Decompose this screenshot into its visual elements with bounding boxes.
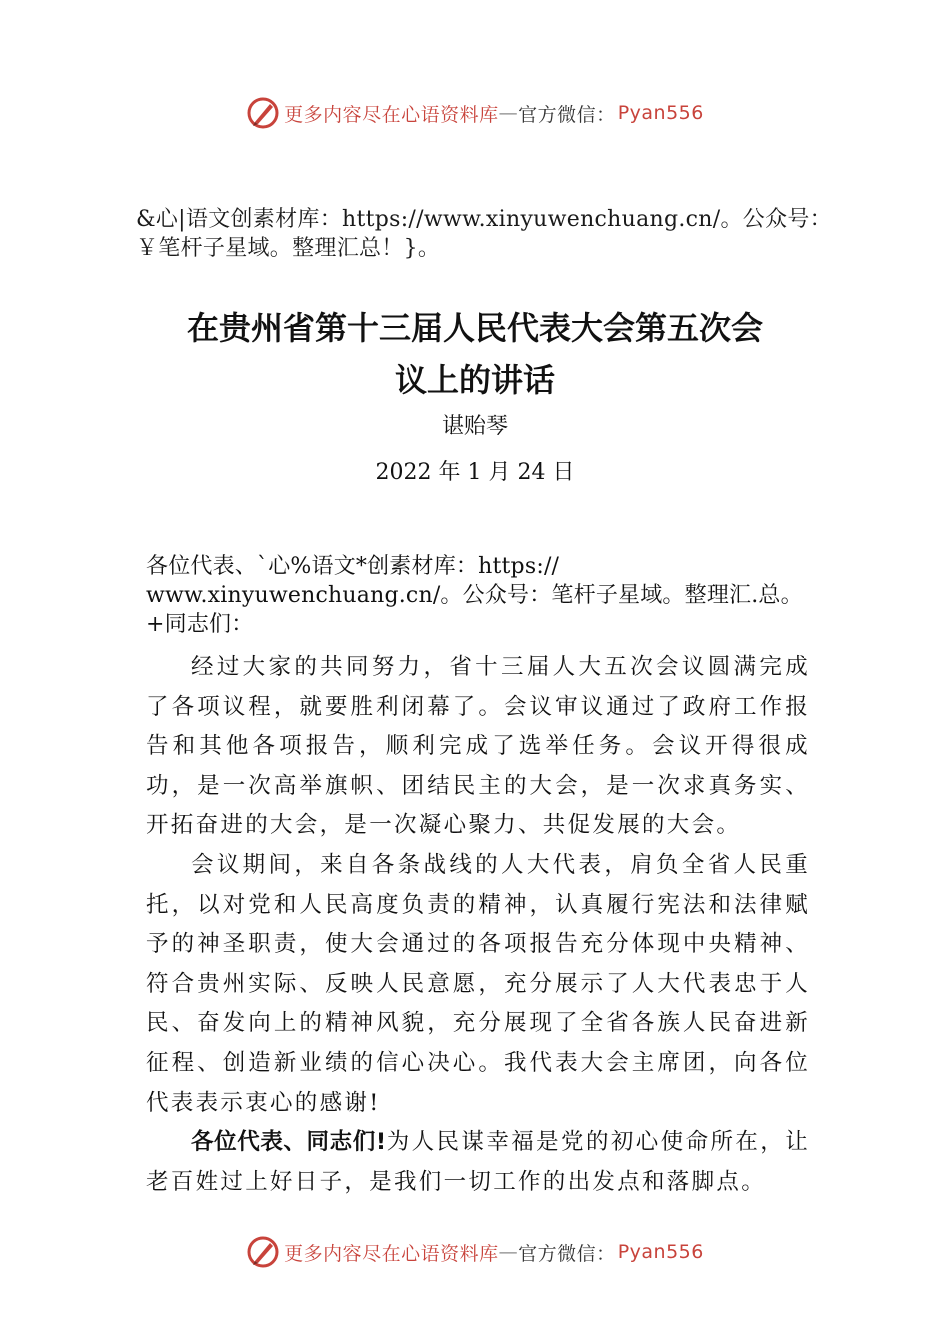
title-line-1: 在贵州省第十三届人民代表大会第五次会 — [186, 309, 763, 347]
paragraph-1: 经过大家的共同努力，省十三届人大五次会议圆满完成了各项议程，就要胜利闭幕了。会议审议通过了政府工作报告和其他各项报告，顺利完成了选举任务。会议开得很成功，是一次高举旗帜、团结民主的大会，是一次求真务实、开拓奋进的大会，是一次凝心聚力、共促发展的大会。 — [146, 654, 810, 839]
banner-dash: — — [498, 102, 519, 124]
banner-wechat-id: Pyan556 — [617, 1241, 704, 1263]
salutation — [146, 552, 846, 639]
banner-wechat-label: 官方微信： — [518, 1242, 616, 1265]
document-body — [146, 648, 810, 1202]
watermark-banner-bottom — [0, 1232, 950, 1272]
paragraph-3-rest: 为人民谋幸福是党的初心使命所在，让老百姓过上好日子，是我们一切工作的出发点和落脚点。 — [146, 1129, 810, 1195]
banner-brand-text: 更多内容尽在心语资料库 — [284, 1242, 499, 1265]
banner-dash: — — [498, 1241, 519, 1263]
salutation-line-1: 各位代表、`心%语文*创素材库：https:// — [146, 554, 560, 579]
document-date: 2022 年 1 月 24 日 — [375, 460, 575, 485]
document-title — [0, 302, 950, 406]
header-note: &心|语文创素材库：https://www.xinyuwenchuang.cn/。公众号：￥笔杆子星域。整理汇总！}。 — [136, 207, 832, 261]
paragraph-2: 会议期间，来自各条战线的人大代表，肩负全省人民重托，以对党和人民高度负责的精神，认真履行宪法和法律赋予的神圣职责，使大会通过的各项报告充分体现中央精神、符合贵州实际、反映人民意愿，充分展示了人大代表忠于人民、奋发向上的精神风貌，充分展现了全省各族人民奋进新征程、创造新业绩的信心决心。我代表大会主席团，向各位代表表示衷心的感谢! — [146, 851, 810, 1116]
salutation-line-2: www.xinyuwenchuang.cn/。公众号：笔杆子星域。整理汇.总。 — [146, 583, 803, 608]
pen-logo-icon — [246, 1235, 280, 1269]
salutation-line-3: +同志们： — [146, 612, 254, 637]
pen-logo-icon — [246, 96, 280, 130]
banner-wechat-id: Pyan556 — [617, 102, 704, 124]
paragraph-3-lead: 各位代表、同志们! — [191, 1129, 387, 1156]
paragraph-3 — [146, 1123, 810, 1202]
author-name: 谌贻琴 — [441, 414, 508, 439]
banner-wechat-label: 官方微信： — [518, 103, 616, 126]
title-line-2: 议上的讲话 — [394, 361, 555, 399]
watermark-banner-top — [0, 93, 950, 133]
banner-brand-text: 更多内容尽在心语资料库 — [284, 103, 499, 126]
